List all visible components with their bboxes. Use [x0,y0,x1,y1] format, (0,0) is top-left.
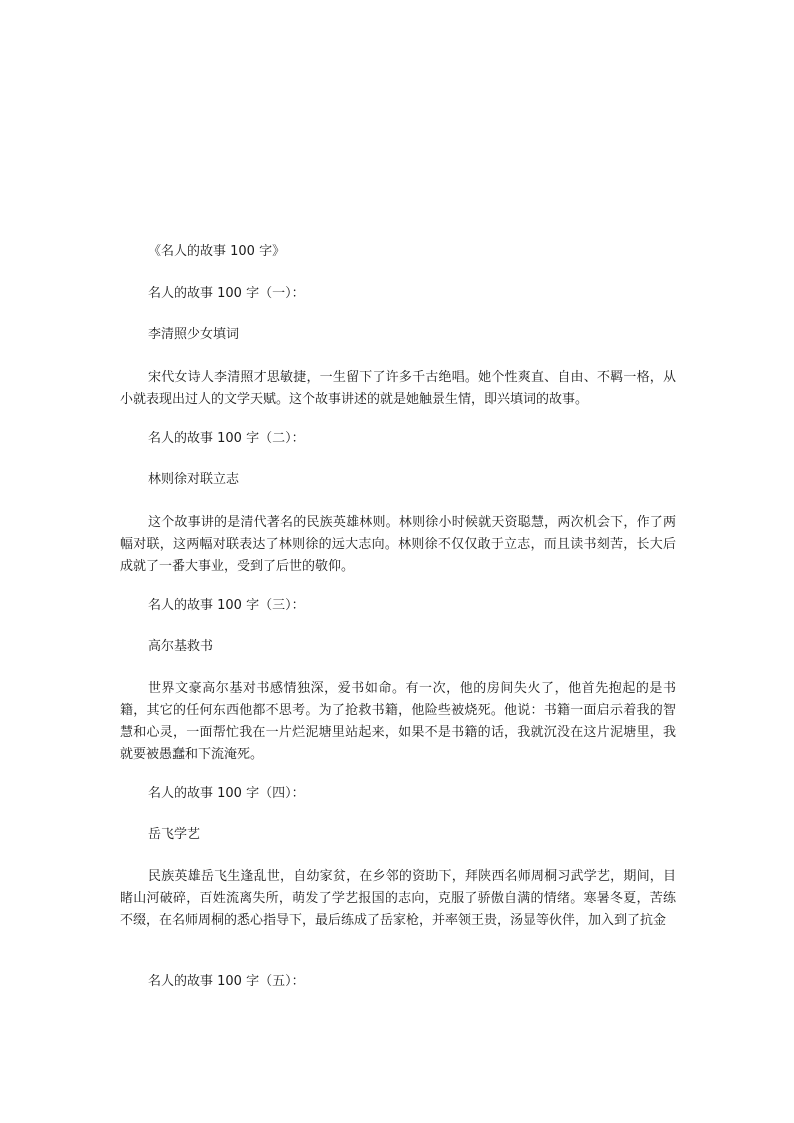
section-heading-1: 名人的故事 100 字（一）： [148,286,305,301]
section-body-1: 宋代女诗人李清照才思敏捷，一生留下了许多千古绝唱。她个性爽直、自由、不羁一格，从小就表现出过人的文学天赋。这个故事讲述的就是她触景生情，即兴填词的故事。 [120,370,676,407]
section-subtitle-3: 高尔基救书 [148,639,214,654]
document-title: 《名人的故事 100 字》 [148,244,286,259]
section-subtitle-2: 林则徐对联立志 [148,472,240,487]
section-heading-2: 名人的故事 100 字（二）： [148,431,305,446]
section-heading-5: 名人的故事 100 字（五）： [148,974,305,989]
section-body-4: 民族英雄岳飞生逢乱世，自幼家贫，在乡邻的资助下，拜陕西名师周桐习武学艺，期间，目睹山河破碎，百姓流离失所，萌发了学艺报国的志向，克服了骄傲自满的情绪。寒暑冬夏，苦练不缀，在名师周桐的悉心指导下，最后练成了岳家枪，并率领王贵，汤显等伙伴，加入到了抗金 [120,869,676,928]
section-heading-4: 名人的故事 100 字（四）： [148,786,305,801]
section-body-3: 世界文豪高尔基对书感情独深，爱书如命。有一次，他的房间失火了，他首先抱起的是书籍，其它的任何东西他都不思考。为了抢救书籍，他险些被烧死。他说：书籍一面启示着我的智慧和心灵，一面帮忙我在一片烂泥塘里站起来，如果不是书籍的话，我就沉没在这片泥塘里，我就要被愚蠢和下流淹死。 [120,681,676,762]
section-subtitle-4: 岳飞学艺 [148,827,201,842]
section-subtitle-1: 李清照少女填词 [148,327,240,342]
section-heading-3: 名人的故事 100 字（三）： [148,598,305,613]
section-body-2: 这个故事讲的是清代著名的民族英雄林则。林则徐小时候就天资聪慧，两次机会下，作了两幅对联，这两幅对联表达了林则徐的远大志向。林则徐不仅仅敢于立志，而且读书刻苦，长大后成就了一番大事业，受到了后世的敬仰。 [120,515,676,574]
